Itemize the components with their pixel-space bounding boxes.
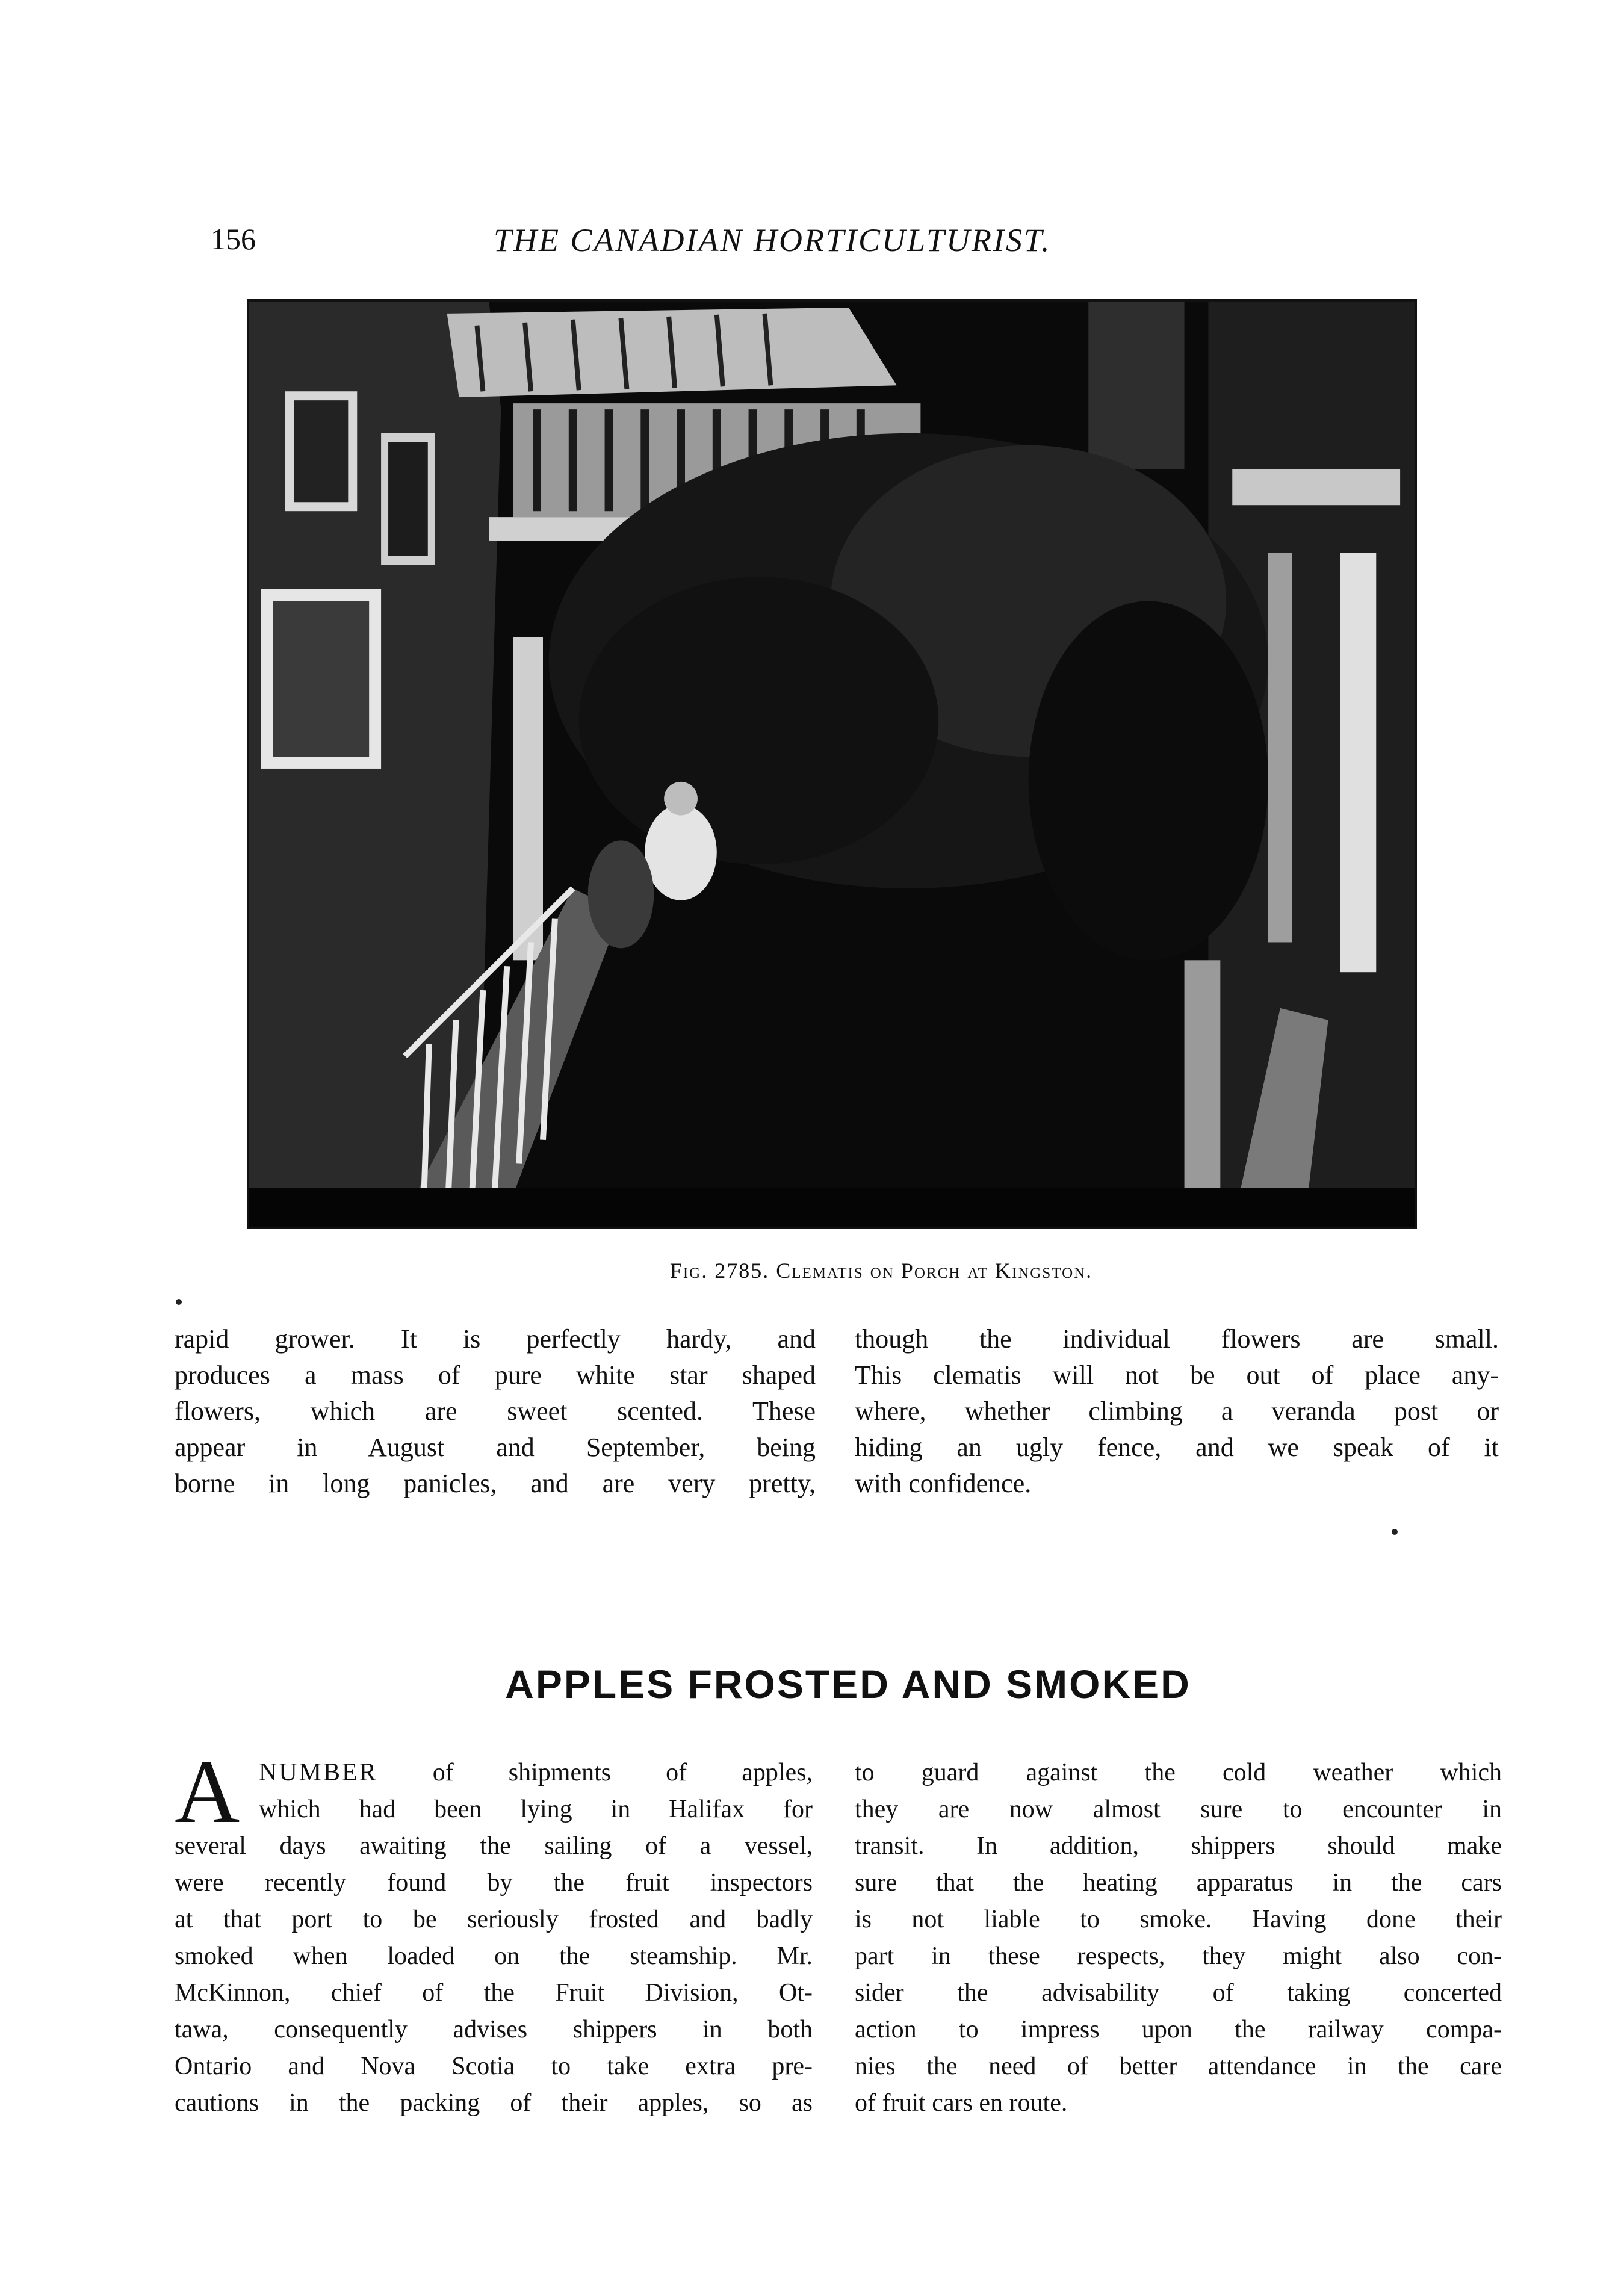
text-line: several days awaiting the sailing of a vessel, bbox=[175, 1832, 813, 1860]
photo-illustration bbox=[249, 302, 1415, 1227]
text-line: flowers, which are sweet scented. These bbox=[175, 1396, 816, 1426]
text-line: rapid grower. It is perfectly hardy, and bbox=[175, 1324, 816, 1354]
text-line: though the individual flowers are small. bbox=[855, 1324, 1499, 1354]
first-word: NUMBER bbox=[259, 1759, 378, 1786]
text-line: where, whether climbing a veranda post or bbox=[855, 1396, 1499, 1426]
text-line: which had been lying in Halifax for bbox=[259, 1795, 813, 1823]
text-line: This clematis will not be out of place any- bbox=[855, 1360, 1499, 1390]
clematis-porch-photo bbox=[247, 299, 1417, 1229]
text-line: sure that the heating apparatus in the cars bbox=[855, 1869, 1502, 1897]
text-line: nies the need of better attendance in the care bbox=[855, 2052, 1502, 2080]
text-line: with confidence. bbox=[855, 1469, 1032, 1498]
text-line: sider the advisability of taking concerted bbox=[855, 1979, 1502, 2007]
article-column-1 bbox=[175, 1755, 813, 2122]
figure-caption: Fig. 2785. Clematis on Porch at Kingston. bbox=[669, 1259, 1093, 1283]
text-line: were recently found by the fruit inspectors bbox=[175, 1869, 813, 1897]
text-line: Ontario and Nova Scotia to take extra pre- bbox=[175, 2052, 813, 2080]
upper-text-column-1 bbox=[175, 1321, 816, 1502]
text-line: action to impress upon the railway compa- bbox=[855, 2016, 1502, 2043]
text-line bbox=[175, 1755, 813, 1791]
text-line: McKinnon, chief of the Fruit Division, Ot- bbox=[175, 1979, 813, 2007]
text-fragment: of shipments of apples, bbox=[432, 1759, 813, 1786]
text-line: at that port to be seriously frosted and badly bbox=[175, 1906, 813, 1933]
text-line: appear in August and September, being bbox=[175, 1433, 816, 1462]
page-number: 156 bbox=[211, 222, 256, 256]
running-head: THE CANADIAN HORTICULTURIST. bbox=[494, 222, 1052, 258]
text-line: cautions in the packing of their apples, so as bbox=[175, 2089, 813, 2117]
text-line: part in these respects, they might also con- bbox=[855, 1942, 1502, 1970]
text-line: to guard against the cold weather which bbox=[855, 1759, 1502, 1786]
text-line: transit. In addition, shippers should make bbox=[855, 1832, 1502, 1860]
article-column-2 bbox=[855, 1755, 1502, 2122]
article-title: APPLES FROSTED AND SMOKED bbox=[505, 1662, 1191, 1706]
stray-dot bbox=[1392, 1529, 1398, 1535]
text-line: produces a mass of pure white star shaped bbox=[175, 1360, 816, 1390]
text-line: borne in long panicles, and are very pretty, bbox=[175, 1469, 816, 1498]
text-line: tawa, consequently advises shippers in both bbox=[175, 2016, 813, 2043]
stray-dot bbox=[176, 1299, 182, 1305]
text-line: is not liable to smoke. Having done their bbox=[855, 1906, 1502, 1933]
upper-text-column-2 bbox=[855, 1321, 1499, 1502]
text-line: smoked when loaded on the steamship. Mr. bbox=[175, 1942, 813, 1970]
text-line: of fruit cars en route. bbox=[855, 2089, 1068, 2117]
drop-cap: A bbox=[175, 1742, 240, 1842]
text-line: they are now almost sure to encounter in bbox=[855, 1795, 1502, 1823]
text-line: hiding an ugly fence, and we speak of it bbox=[855, 1433, 1499, 1462]
